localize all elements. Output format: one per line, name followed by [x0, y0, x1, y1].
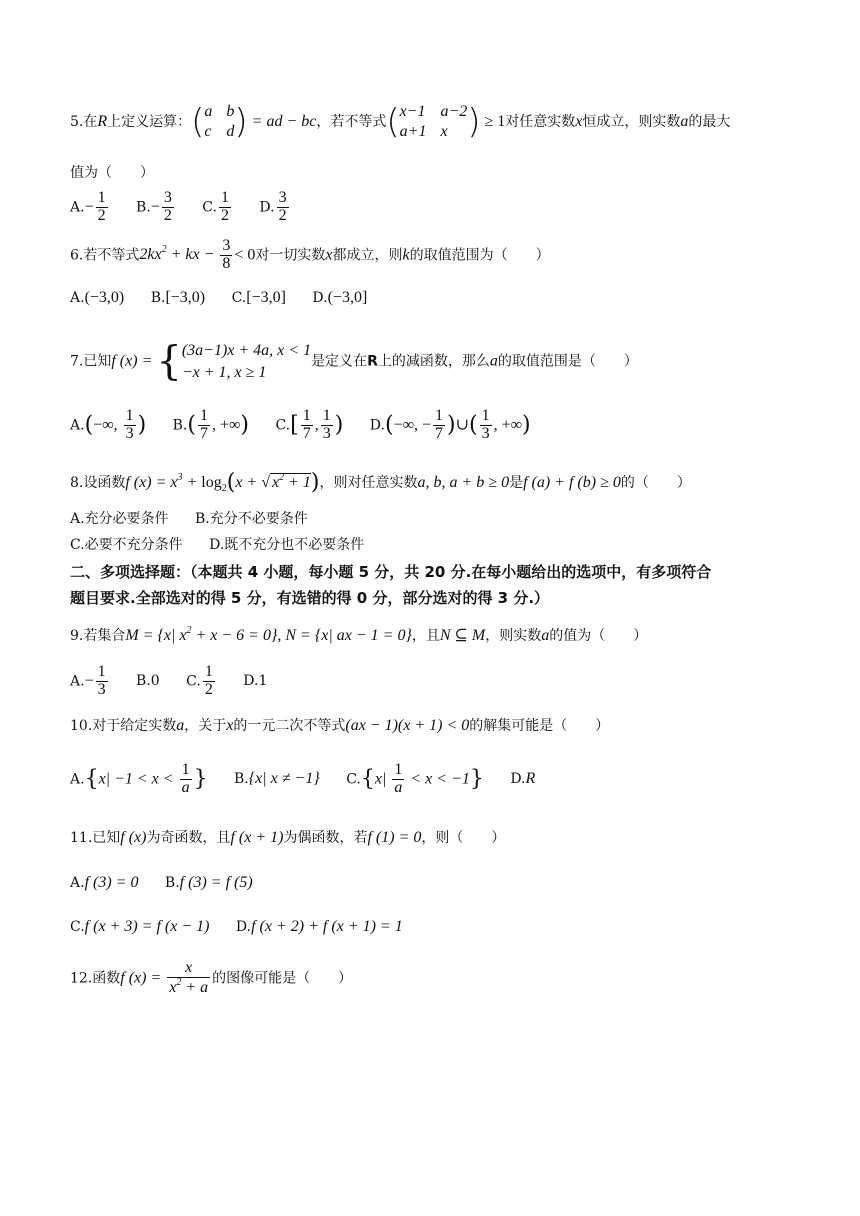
q7-options — [70, 408, 553, 443]
section2-heading-line2: 题目要求.全部选对的得 5 分，有选错的得 0 分，部分选对的得 3 分.） — [70, 589, 550, 607]
q6-option-d[interactable]: D.(−3,0] — [312, 289, 368, 306]
q7-option-b[interactable]: B.( $\frac{1}{7}$ , +∞) — [172, 407, 250, 442]
q5-stem-line1: 5.在R上定义运算：( a b c d ) = ad − bc，若不等式( x−1 a−2 a+1 x ) ≥ 1对任意实数x恒成立，则实数a的最大 — [70, 102, 731, 142]
q11-options-row1 — [70, 875, 275, 891]
q11-option-b[interactable]: B.f (3) = f (5) — [164, 874, 253, 891]
q5-option-c[interactable]: C. $\frac{1}{2}$ — [202, 189, 229, 224]
matrix-inequality: x−1 a−2 a+1 x — [399, 103, 468, 140]
q9-option-d[interactable]: D.1 — [243, 673, 268, 690]
q5-options — [70, 190, 313, 225]
q12-stem: 12.函数f (x) = $\frac{x}{x^2 + a}$ 的图像可能是（ ） — [70, 959, 353, 996]
q9-stem: 9.若集合M = {x| $x^2 + x - 6 = 0$}, N = {x| ax − 1 = 0}，且N ⊆ M，则实数a的值为（ ） — [70, 625, 648, 644]
q5-option-a[interactable]: A.− $\frac{1}{2}$ — [70, 189, 106, 224]
q8-option-b[interactable]: B.充分不必要条件 — [195, 511, 308, 527]
q5-option-d[interactable]: D. $\frac{3}{2}$ — [259, 189, 287, 224]
q10-options — [70, 762, 557, 797]
matrix-definition: a b c d — [204, 103, 235, 140]
q7-option-d[interactable]: D.(−∞, − $\frac{1}{7}$ )∪( $\frac{1}{3}$ , +∞) — [369, 407, 531, 442]
q6-option-a[interactable]: A.(−3,0) — [70, 289, 125, 306]
q8-option-c[interactable]: C.必要不充分条件 — [70, 537, 183, 553]
q8-option-a[interactable]: A.充分必要条件 — [70, 511, 169, 527]
q9-option-c[interactable]: C. $\frac{1}{2}$ — [186, 663, 213, 698]
q6-option-b[interactable]: B.[−3,0) — [150, 289, 206, 306]
q8-options-row2 — [70, 538, 386, 552]
q6-stem: 6.若不等式$2kx^2$ + kx − $\frac{3}{8}$ < 0对一切实数x都成立，则k的取值范围为（ ） — [70, 237, 550, 272]
q6-option-c[interactable]: C.[−3,0] — [231, 289, 286, 306]
q11-option-d[interactable]: D.f (x + 2) + f (x + 1) = 1 — [235, 918, 403, 935]
q8-stem: 8.设函数f $(x) = x^3 + \log_2(x$ + √ $x^2 + 1$)，则对任意实数a, b, a + b ≥ 0是f (a) + f (b) ≥ 0的（ ） — [70, 470, 691, 495]
q10-option-d[interactable]: D.R — [510, 770, 536, 788]
q10-option-a[interactable]: A.{x| −1 < x < $\frac{1}{a}$ } — [70, 761, 208, 796]
q6-options — [70, 290, 389, 306]
section2-heading-line1: 二、多项选择题：（本题共 4 小题，每小题 5 分，共 20 分.在每小题给出的选项中，有多项符合 — [70, 563, 712, 581]
q7-option-a[interactable]: A.(−∞, $\frac{1}{3}$ ) — [70, 407, 147, 442]
q8-option-d[interactable]: D.既不充分也不必要条件 — [209, 537, 365, 553]
q9-options — [70, 664, 289, 699]
q8-options-row1 — [70, 512, 330, 526]
q11-option-c[interactable]: C.f (x + 3) = f (x − 1) — [70, 918, 210, 935]
piecewise-cases: (3a−1)x + 4a, x < 1 −x + 1, x ≥ 1 — [181, 342, 312, 381]
q5-stem-line2: 值为（ ） — [70, 165, 154, 181]
q5-option-b[interactable]: B.− $\frac{3}{2}$ — [136, 189, 172, 224]
q7-stem: 7.已知f (x) = { (3a−1)x + 4a, x < 1 −x + 1, x ≥ 1 是定义在R上的减函数，那么a的取值范围是（ ） — [70, 338, 638, 385]
q10-option-c[interactable]: C.{x| $\frac{1}{a}$ < x < −1} — [346, 761, 484, 796]
q10-stem: 10.对于给定实数a，关于x的一元二次不等式(ax − 1)(x + 1) < 0的解集可能是（ ） — [70, 717, 610, 734]
q11-stem: 11.已知f (x)为奇函数，且f (x + 1)为偶函数，若f (1) = 0，则（ ） — [70, 829, 506, 846]
q10-option-b[interactable]: B.{x| x ≠ −1} — [234, 770, 320, 788]
q11-option-a[interactable]: A.f (3) = 0 — [70, 874, 139, 891]
q11-options-row2 — [70, 919, 425, 935]
q9-option-b[interactable]: B.0 — [136, 673, 160, 690]
q7-option-c[interactable]: C.[ $\frac{1}{7}$ , $\frac{1}{3}$ ) — [275, 407, 344, 442]
q9-option-a[interactable]: A.− $\frac{1}{3}$ — [70, 663, 106, 698]
